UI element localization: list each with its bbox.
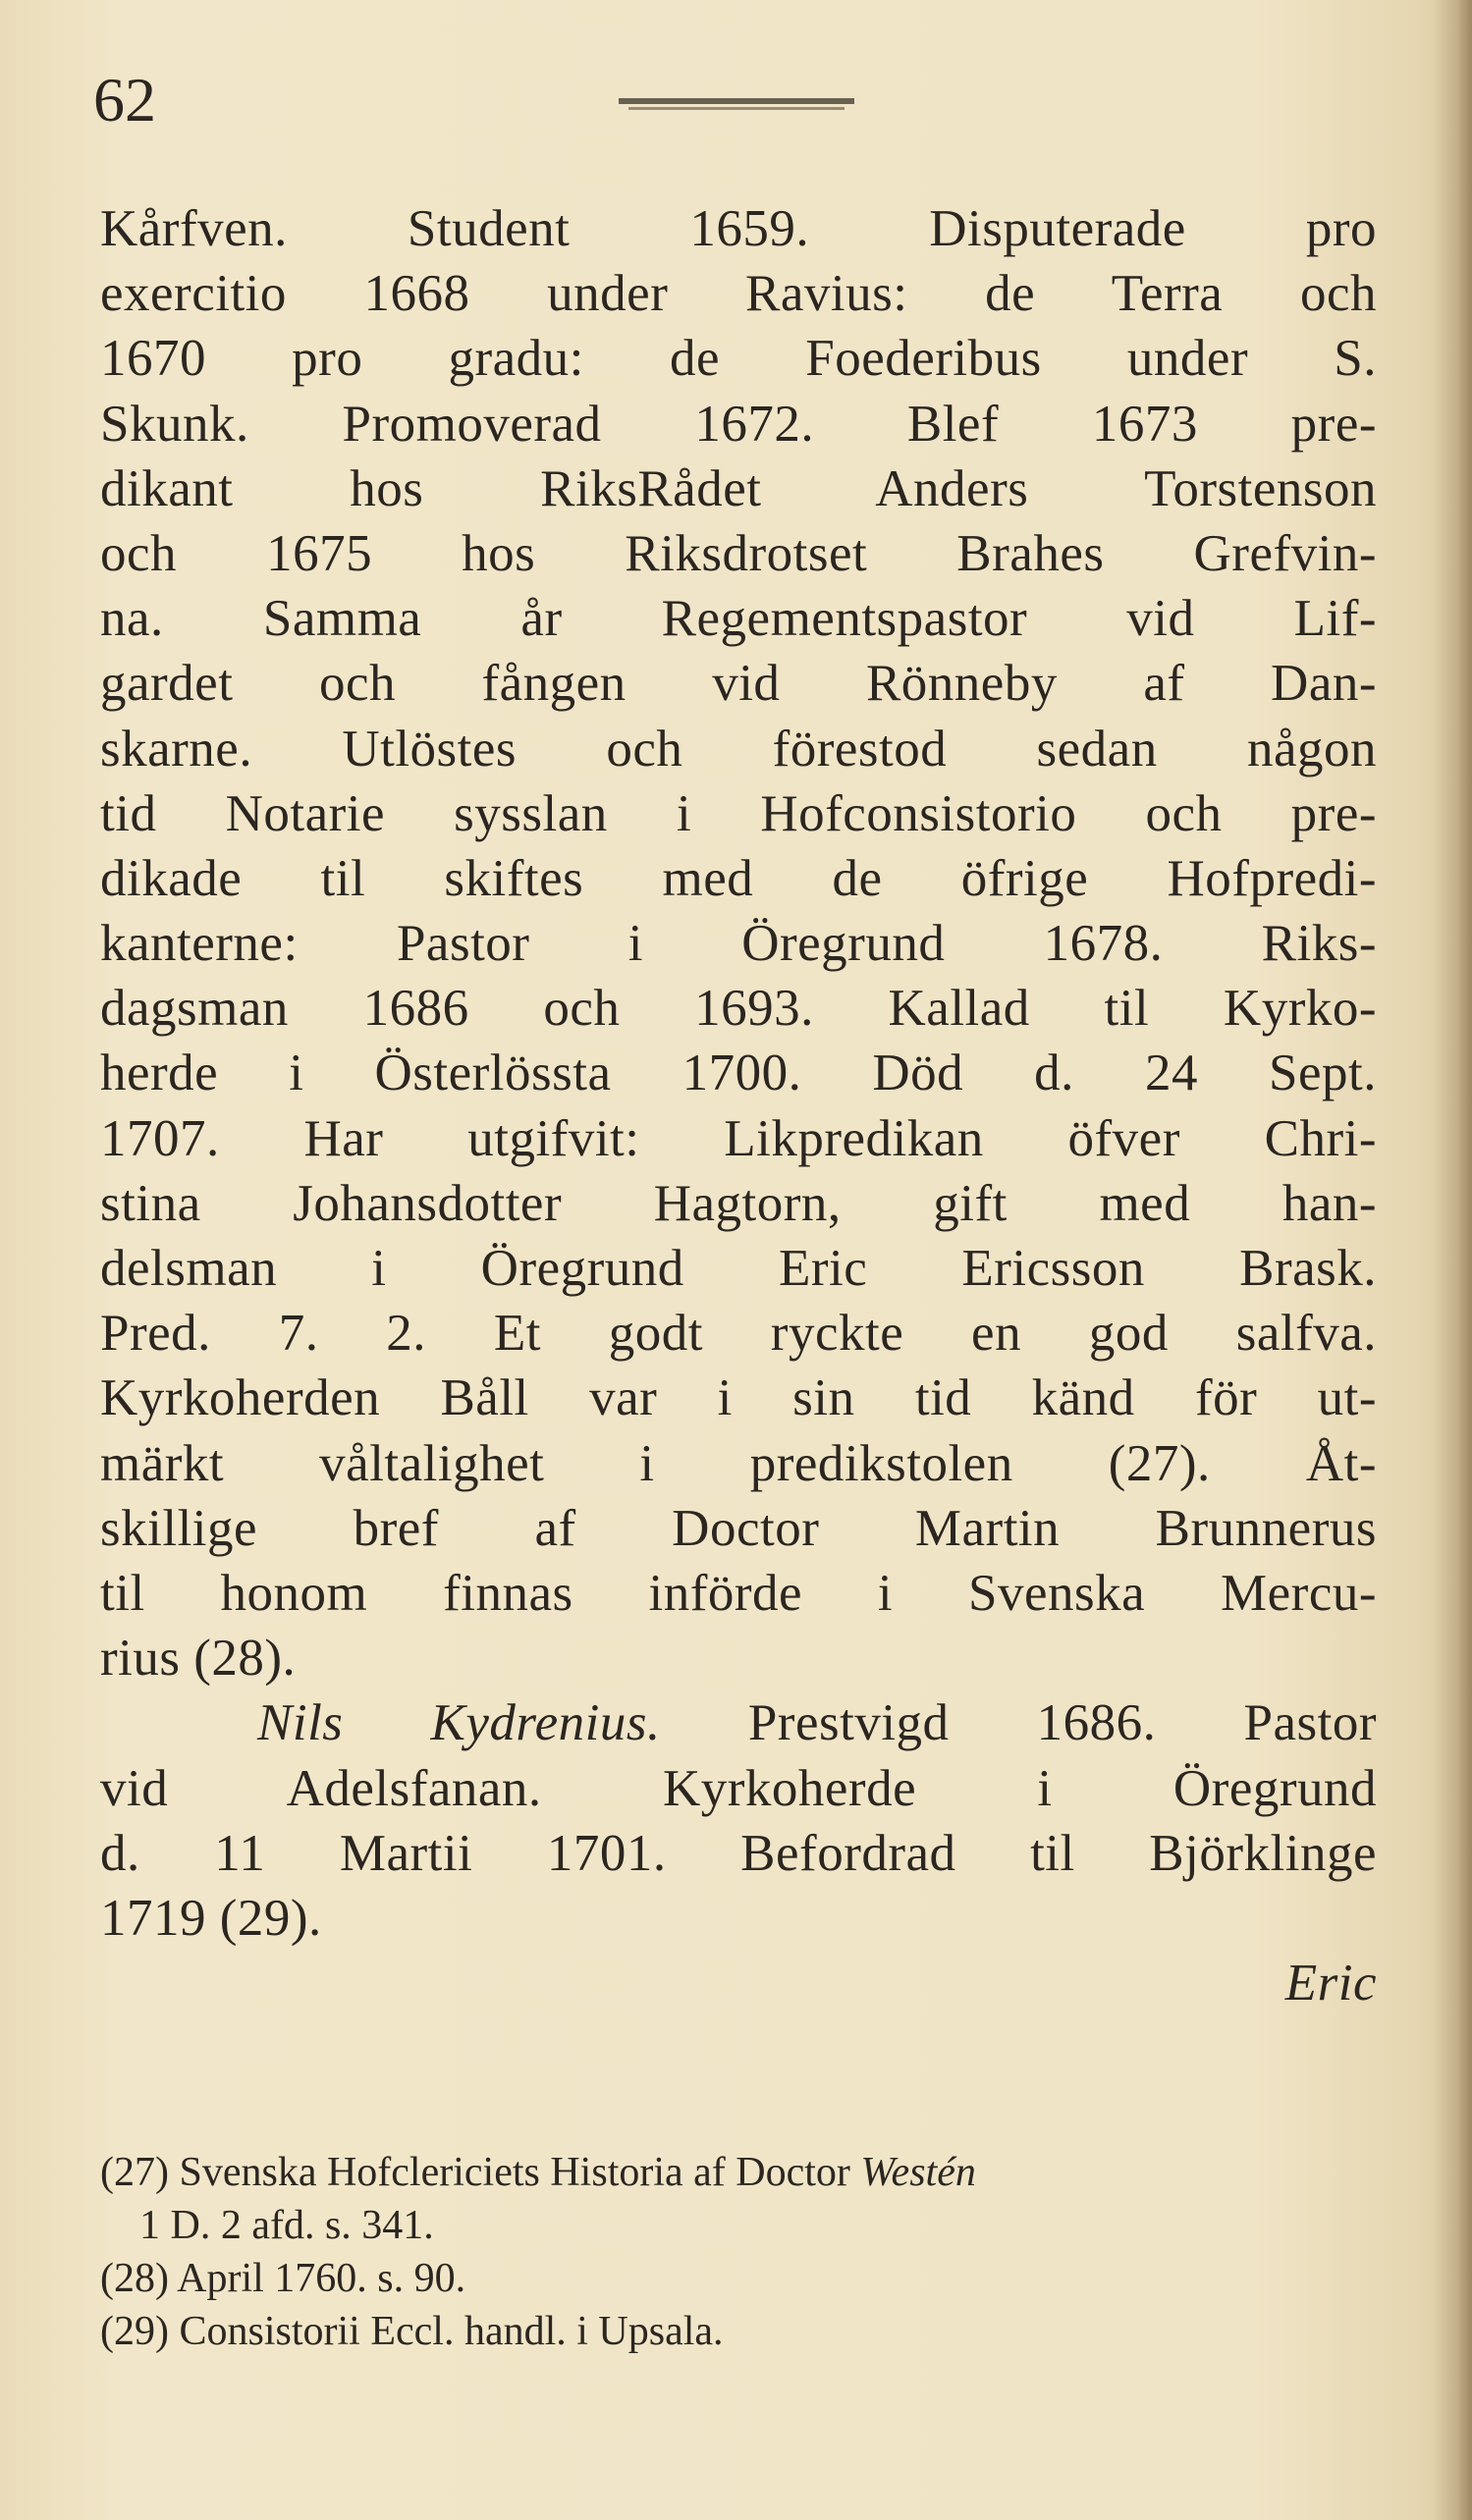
text-line: Kyrkoherden Båll var i sin tid känd för ut-: [100, 1369, 1377, 1427]
text-line: dagsman 1686 och 1693. Kallad til Kyrko-: [100, 980, 1377, 1038]
text-line: delsman i Öregrund Eric Ericsson Brask.: [100, 1240, 1377, 1297]
text-line: gardet och fången vid Rönneby af Dan-: [100, 655, 1377, 713]
footnote-27-cont: 1 D. 2 afd. s. 341.: [139, 2203, 434, 2248]
text-line: skillige bref af Doctor Martin Brunnerus: [100, 1499, 1377, 1557]
footnote-28: (28) April 1760. s. 90.: [100, 2256, 466, 2301]
catchword: Eric: [1284, 1955, 1377, 2012]
text-line: 1670 pro gradu: de Foederibus under S.: [100, 330, 1377, 388]
text-line: stina Johansdotter Hagtorn, gift med han-: [100, 1174, 1377, 1232]
header-ornament-icon: [619, 96, 854, 114]
text-line: 1707. Har utgifvit: Likpredikan öfver Chri-: [100, 1109, 1377, 1167]
footnote-27: [100, 2146, 1396, 2199]
text-line: Skunk. Promoverad 1672. Blef 1673 pre-: [100, 395, 1377, 453]
person-name: Nils Kydrenius.: [257, 1694, 661, 1752]
footnote-author: Westén: [860, 2150, 976, 2195]
text-line: dikade til skiftes med de öfrige Hofpredi-: [100, 849, 1377, 907]
text-line: rius (28).: [100, 1630, 297, 1688]
text-line: exercitio 1668 under Ravius: de Terra och: [100, 265, 1377, 323]
text-line: dikant hos RiksRådet Anders Torstenson: [100, 459, 1377, 517]
text-line: Pred. 7. 2. Et godt ryckte en god salfva.: [100, 1305, 1377, 1363]
page-edge-shadow: [1433, 0, 1472, 2520]
text-line: märkt våltalighet i predikstolen (27). Åt-: [100, 1434, 1377, 1492]
text-line: kanterne: Pastor i Öregrund 1678. Riks-: [100, 915, 1377, 973]
text-line: tid Notarie sysslan i Hofconsistorio och pre-: [100, 784, 1377, 842]
text-line: och 1675 hos Riksdrotset Brahes Grefvin-: [100, 524, 1377, 582]
kydrenius-entry-start: [100, 1690, 1377, 1755]
entry-text: Prestvigd 1686. Pastor: [747, 1694, 1377, 1752]
page-header: [0, 59, 1472, 167]
text-line: na. Samma år Regementspastor vid Lif-: [100, 590, 1377, 648]
text-line: herde i Österlössta 1700. Död d. 24 Sept.: [100, 1045, 1377, 1102]
footnote-29: (29) Consistorii Eccl. handl. i Upsala.: [100, 2309, 724, 2354]
text-line: til honom finnas införde i Svenska Mercu-: [100, 1564, 1377, 1622]
footnotes: [100, 2146, 1396, 2358]
text-line: Kårfven. Student 1659. Disputerade pro: [100, 200, 1377, 257]
text-line: vid Adelsfanan. Kyrkoherde i Öregrund: [100, 1759, 1377, 1817]
footnote-text: (27) Svenska Hofclericiets Historia af Doctor: [100, 2150, 850, 2195]
text-line: 1719 (29).: [100, 1889, 322, 1947]
page-number: 62: [93, 65, 156, 134]
main-text: [100, 196, 1377, 2015]
text-line: d. 11 Martii 1701. Befordrad til Björklinge: [100, 1824, 1377, 1882]
text-line: skarne. Utlöstes och förestod sedan någon: [100, 720, 1377, 777]
